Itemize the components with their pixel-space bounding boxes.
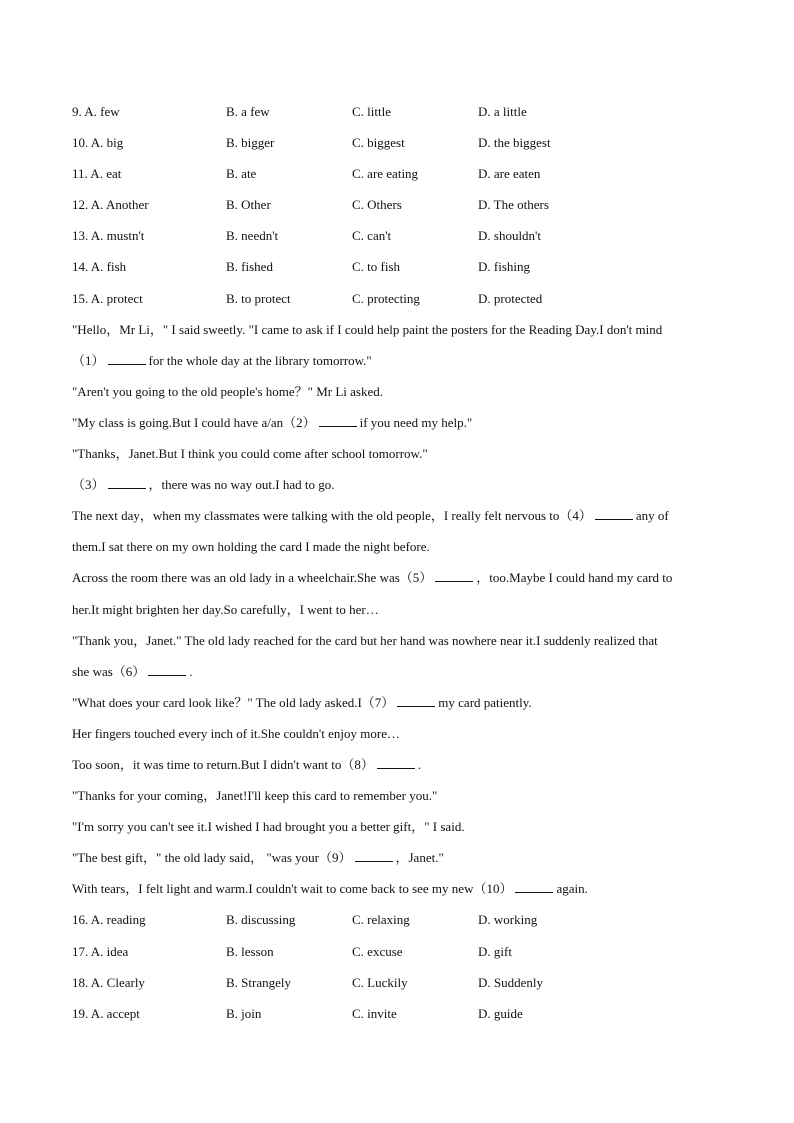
option-row: [72, 288, 732, 319]
option-b: B. fished: [226, 259, 273, 275]
option-c: C. can't: [352, 228, 392, 244]
passage-text: .: [417, 756, 422, 772]
answer-blank: [319, 412, 357, 427]
option-d: D. the biggest: [478, 135, 551, 151]
passage-text: again.: [556, 881, 588, 897]
option-d: D. protected: [478, 290, 543, 306]
passage-text: "Thank you，Janet." The old lady reached for the card but her hand was nowhere near it.I suddenly realized that: [72, 632, 658, 648]
passage-line: [72, 816, 732, 847]
option-c: C. excuse: [352, 943, 403, 959]
option-d: D. guide: [478, 1005, 523, 1021]
passage-text: .: [189, 663, 193, 679]
option-d: D. a little: [478, 104, 527, 119]
passage-text: ，too.Maybe I could hand my card to: [476, 570, 673, 586]
option-b: B. needn't: [226, 228, 279, 244]
option-row: [72, 132, 732, 163]
passage-line: [72, 754, 732, 785]
passage-line: [72, 567, 732, 598]
option-c: C. Luckily: [352, 974, 408, 990]
passage-line: [72, 536, 732, 567]
passage-line: [72, 878, 732, 909]
passage-line: [72, 443, 732, 474]
option-a: 13. A. mustn't: [72, 228, 145, 244]
option-c: C. Others: [352, 197, 402, 213]
option-row: [72, 972, 732, 1003]
option-row: [72, 1003, 732, 1034]
answer-blank: [108, 474, 146, 489]
option-a: 10. A. big: [72, 135, 124, 151]
option-a: 18. A. Clearly: [72, 974, 145, 990]
answer-blank: [148, 661, 186, 676]
answer-blank: [515, 878, 553, 893]
passage-text: ，there was no way out.I had to go.: [148, 477, 335, 493]
document-content: [72, 101, 732, 1034]
passage-text: them.I sat there on my own holding the card I made the night before.: [72, 539, 430, 555]
passage-line: [72, 319, 732, 350]
passage-text: Her fingers touched every inch of it.She couldn't enjoy more…: [72, 725, 400, 741]
passage-text: （1）: [72, 352, 105, 368]
passage-text: she was（6）: [72, 663, 146, 679]
option-a: 19. A. accept: [72, 1005, 140, 1021]
option-a: 11. A. eat: [72, 166, 122, 182]
option-d: D. gift: [478, 943, 512, 959]
passage-line: [72, 661, 732, 692]
option-row: [72, 163, 732, 194]
option-c: C. are eating: [352, 166, 419, 182]
passage-text: "Aren't you going to the old people's home？" Mr Li asked.: [72, 383, 383, 399]
answer-blank: [108, 350, 146, 365]
option-b: B. ate: [226, 166, 257, 182]
passage-line: [72, 847, 732, 878]
passage-text: her.It might brighten her day.So carefully，I went to her…: [72, 601, 379, 617]
option-b: B. join: [226, 1005, 262, 1021]
passage-line: [72, 692, 732, 723]
passage-text: "Thanks for your coming，Janet!I'll keep this card to remember you.": [72, 788, 438, 804]
option-b: B. Strangely: [226, 974, 291, 990]
option-d: D. shouldn't: [478, 228, 542, 244]
passage-text: ，Janet.": [395, 850, 444, 866]
option-a: 9. A. few: [72, 104, 120, 119]
passage-text: my card patiently.: [438, 694, 532, 710]
passage-text: "The best gift，" the old lady said， "was your（9）: [72, 850, 352, 866]
passage-text: "Thanks，Janet.But I think you could come after school tomorrow.": [72, 446, 428, 462]
option-d: D. are eaten: [478, 166, 541, 182]
option-c: C. invite: [352, 1005, 397, 1021]
option-b: B. lesson: [226, 943, 274, 959]
passage-text: The next day，when my classmates were talking with the old people，I really felt nervous to（4）: [72, 508, 592, 524]
passage-text: Across the room there was an old lady in a wheelchair.She was（5）: [72, 570, 433, 586]
option-c: C. to fish: [352, 259, 401, 275]
option-row: [72, 225, 732, 256]
option-row: [72, 941, 732, 972]
passage-line: [72, 381, 732, 412]
option-a: 14. A. fish: [72, 259, 127, 275]
option-c: C. protecting: [352, 290, 420, 306]
passage-line: [72, 474, 732, 505]
option-d: D. Suddenly: [478, 974, 543, 990]
passage-line: [72, 630, 732, 661]
passage-text: Too soon，it was time to return.But I didn't want to（8）: [72, 756, 374, 772]
option-d: D. fishing: [478, 259, 530, 275]
option-c: C. little: [352, 104, 391, 119]
passage-line: [72, 412, 732, 443]
option-b: B. bigger: [226, 135, 275, 151]
option-row: [72, 909, 732, 940]
answer-blank: [397, 692, 435, 707]
passage-text: "I'm sorry you can't see it.I wished I had brought you a better gift，" I said.: [72, 819, 465, 835]
passage-text: "What does your card look like？" The old lady asked.I（7）: [72, 694, 395, 710]
passage-line: [72, 785, 732, 816]
passage-text: "Hello，Mr Li，" I said sweetly. "I came to ask if I could help paint the posters for the Reading Day.I don't mind: [72, 321, 663, 337]
answer-blank: [435, 567, 473, 582]
options-block-bottom: [72, 909, 732, 1033]
passage-text: if you need my help.": [359, 414, 473, 430]
answer-blank: [595, 505, 633, 520]
passage-text: "My class is going.But I could have a/an（2）: [72, 414, 316, 430]
option-a: 15. A. protect: [72, 290, 143, 306]
option-c: C. biggest: [352, 135, 405, 151]
option-a: 12. A. Another: [72, 197, 149, 213]
passage-text: for the whole day at the library tomorrow.": [148, 352, 372, 368]
option-b: B. a few: [226, 104, 270, 119]
option-b: B. discussing: [226, 912, 296, 928]
option-d: D. working: [478, 912, 538, 928]
option-row: [72, 101, 732, 132]
passage-text: （3）: [72, 477, 105, 493]
option-row: [72, 194, 732, 225]
answer-blank: [377, 754, 415, 769]
option-c: C. relaxing: [352, 912, 410, 928]
option-a: 16. A. reading: [72, 912, 146, 928]
options-block-top: [72, 101, 732, 319]
option-d: D. The others: [478, 197, 549, 213]
passage-line: [72, 350, 732, 381]
passage-line: [72, 505, 732, 536]
passage-line: [72, 723, 732, 754]
option-b: B. Other: [226, 197, 271, 213]
passage-text: With tears，I felt light and warm.I couldn't wait to come back to see my new（10）: [72, 881, 513, 897]
option-row: [72, 256, 732, 287]
passage-text: any of: [635, 508, 669, 524]
option-a: 17. A. idea: [72, 943, 129, 959]
option-b: B. to protect: [226, 290, 291, 306]
passage-line: [72, 599, 732, 630]
answer-blank: [355, 847, 393, 862]
passage-block: [72, 319, 732, 910]
